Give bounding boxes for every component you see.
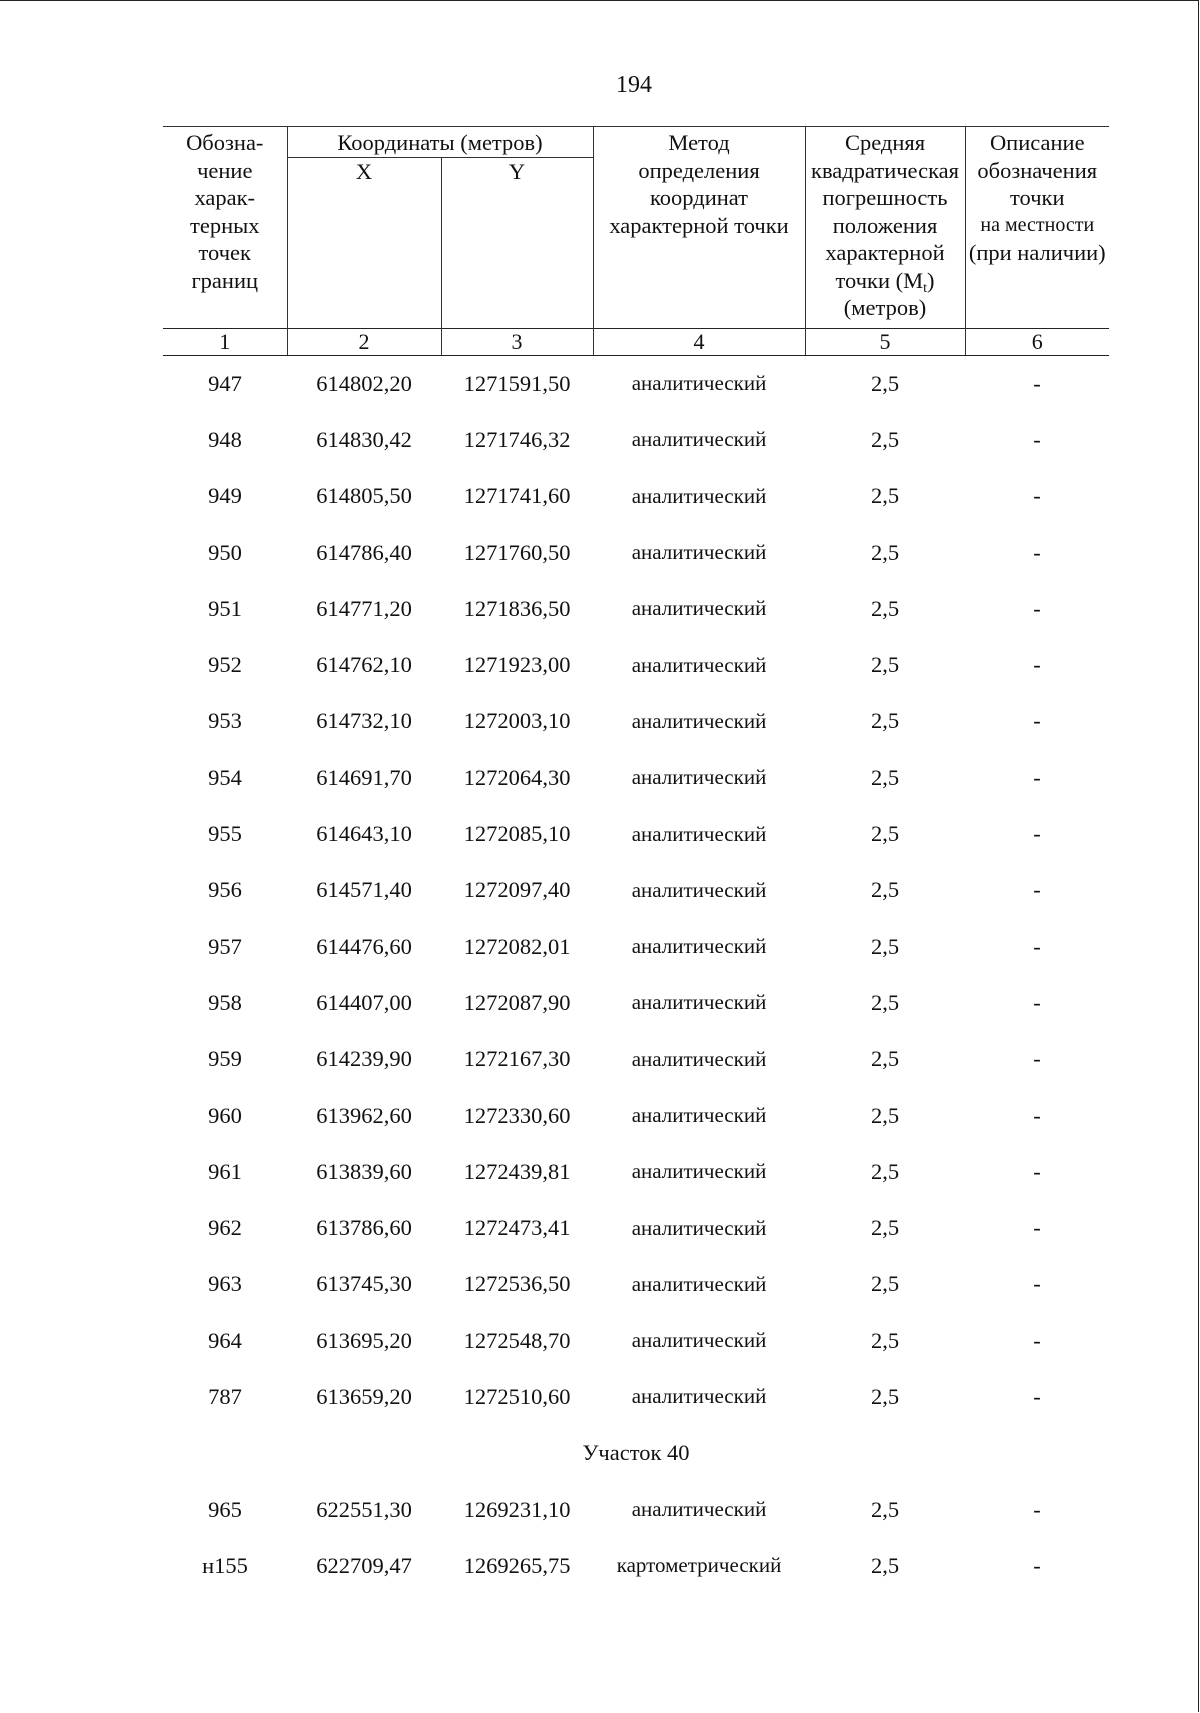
- error-cell: 2,5: [870, 1327, 900, 1353]
- header-coordinates-group: Координаты (метров): [287, 127, 593, 158]
- method-cell: аналитический: [631, 427, 767, 452]
- point-cell: 953: [208, 708, 242, 734]
- x-coordinate-cell: 614771,20: [316, 595, 412, 621]
- table-row: [163, 1087, 1109, 1143]
- y-coordinate-cell: 1269265,75: [463, 1552, 571, 1578]
- method-cell: аналитический: [631, 1046, 767, 1071]
- error-cell: 2,5: [870, 1158, 900, 1184]
- description-cell: -: [1033, 483, 1041, 509]
- point-cell: 958: [208, 989, 242, 1015]
- description-cell: -: [1033, 539, 1041, 565]
- x-coordinate-cell: 614732,10: [316, 708, 412, 734]
- table-row: [163, 806, 1109, 862]
- description-cell: -: [1033, 1102, 1041, 1128]
- table-row: [163, 637, 1109, 693]
- x-coordinate-cell: 614786,40: [316, 539, 412, 565]
- description-cell: -: [1033, 370, 1041, 396]
- y-coordinate-cell: 1271760,50: [463, 539, 571, 565]
- y-coordinate-cell: 1271741,60: [463, 483, 571, 509]
- description-cell: -: [1033, 1383, 1041, 1409]
- x-coordinate-cell: 614643,10: [316, 821, 412, 847]
- y-coordinate-cell: 1272548,70: [463, 1327, 571, 1353]
- x-coordinate-cell: 622551,30: [316, 1496, 412, 1522]
- error-cell: 2,5: [870, 821, 900, 847]
- x-coordinate-cell: 614476,60: [316, 933, 412, 959]
- x-coordinate-cell: 622709,47: [316, 1552, 412, 1578]
- x-coordinate-cell: 613962,60: [316, 1102, 412, 1128]
- point-cell: 952: [208, 652, 242, 678]
- method-cell: аналитический: [631, 877, 767, 902]
- method-cell: аналитический: [631, 1159, 767, 1184]
- table-row: [163, 1313, 1109, 1369]
- x-coordinate-cell: 613839,60: [316, 1158, 412, 1184]
- method-cell: аналитический: [631, 990, 767, 1015]
- method-cell: картометрический: [616, 1553, 782, 1578]
- y-coordinate-cell: 1272510,60: [463, 1383, 571, 1409]
- y-coordinate-cell: 1271591,50: [463, 370, 571, 396]
- description-cell: -: [1033, 1552, 1041, 1578]
- method-cell: аналитический: [631, 934, 767, 959]
- table-header: [163, 127, 1109, 356]
- x-coordinate-cell: 613745,30: [316, 1271, 412, 1297]
- table-row: [163, 581, 1109, 637]
- table-row: [163, 1200, 1109, 1256]
- header-y: Y: [441, 157, 593, 328]
- table-row: [163, 1481, 1109, 1537]
- point-cell: 959: [208, 1046, 242, 1072]
- y-coordinate-cell: 1271746,32: [463, 426, 571, 452]
- table-row: [163, 468, 1109, 524]
- method-cell: аналитический: [631, 371, 767, 396]
- x-coordinate-cell: 614691,70: [316, 764, 412, 790]
- error-cell: 2,5: [870, 1552, 900, 1578]
- column-number: 1: [163, 328, 287, 355]
- x-coordinate-cell: 613786,60: [316, 1215, 412, 1241]
- point-cell: 965: [208, 1496, 242, 1522]
- method-cell: аналитический: [631, 652, 767, 677]
- method-cell: аналитический: [631, 1328, 767, 1353]
- y-coordinate-cell: 1272003,10: [463, 708, 571, 734]
- description-cell: -: [1033, 652, 1041, 678]
- column-number: 6: [965, 328, 1109, 355]
- y-coordinate-cell: 1272064,30: [463, 764, 571, 790]
- description-cell: -: [1033, 1271, 1041, 1297]
- point-cell: 962: [208, 1215, 242, 1241]
- table-row: [163, 1538, 1109, 1594]
- method-cell: аналитический: [631, 708, 767, 733]
- table-row: [163, 412, 1109, 468]
- point-cell: 955: [208, 821, 242, 847]
- section-row: [163, 1425, 1109, 1481]
- error-cell: 2,5: [870, 483, 900, 509]
- point-cell: н155: [202, 1552, 248, 1578]
- error-cell: 2,5: [870, 1271, 900, 1297]
- y-coordinate-cell: 1272439,81: [463, 1158, 571, 1184]
- error-cell: 2,5: [870, 595, 900, 621]
- description-cell: -: [1033, 989, 1041, 1015]
- y-coordinate-cell: 1271836,50: [463, 595, 571, 621]
- error-cell: 2,5: [870, 933, 900, 959]
- column-number: 5: [805, 328, 965, 355]
- description-cell: -: [1033, 764, 1041, 790]
- point-cell: 956: [208, 877, 242, 903]
- error-cell: 2,5: [870, 1383, 900, 1409]
- error-cell: 2,5: [870, 1496, 900, 1522]
- error-cell: 2,5: [870, 1215, 900, 1241]
- description-cell: -: [1033, 1215, 1041, 1241]
- description-cell: -: [1033, 426, 1041, 452]
- x-coordinate-cell: 614805,50: [316, 483, 412, 509]
- y-coordinate-cell: 1272473,41: [463, 1215, 571, 1241]
- method-cell: аналитический: [631, 483, 767, 508]
- column-number: 3: [441, 328, 593, 355]
- error-cell: 2,5: [870, 989, 900, 1015]
- point-cell: 963: [208, 1271, 242, 1297]
- table-row: [163, 1144, 1109, 1200]
- point-cell: 948: [208, 426, 242, 452]
- header-method: Метод определения координат характерной точки: [593, 127, 805, 329]
- x-coordinate-cell: 614239,90: [316, 1046, 412, 1072]
- table-row: [163, 975, 1109, 1031]
- x-coordinate-cell: 613659,20: [316, 1383, 412, 1409]
- description-cell: -: [1033, 877, 1041, 903]
- column-number: 2: [287, 328, 441, 355]
- description-cell: -: [1033, 933, 1041, 959]
- point-cell: 954: [208, 764, 242, 790]
- y-coordinate-cell: 1272536,50: [463, 1271, 571, 1297]
- description-cell: -: [1033, 1158, 1041, 1184]
- table-row: [163, 918, 1109, 974]
- point-cell: 957: [208, 933, 242, 959]
- method-cell: аналитический: [631, 765, 767, 790]
- method-cell: аналитический: [631, 1497, 767, 1522]
- point-cell: 951: [208, 595, 242, 621]
- y-coordinate-cell: 1272330,60: [463, 1102, 571, 1128]
- y-coordinate-cell: 1272097,40: [463, 877, 571, 903]
- method-cell: аналитический: [631, 596, 767, 621]
- method-cell: аналитический: [631, 1271, 767, 1296]
- x-coordinate-cell: 614830,42: [316, 426, 412, 452]
- table-row: [163, 524, 1109, 580]
- y-coordinate-cell: 1272167,30: [463, 1046, 571, 1072]
- description-cell: -: [1033, 708, 1041, 734]
- error-cell: 2,5: [870, 1102, 900, 1128]
- error-cell: 2,5: [870, 877, 900, 903]
- x-coordinate-cell: 613695,20: [316, 1327, 412, 1353]
- description-cell: -: [1033, 1496, 1041, 1522]
- error-cell: 2,5: [870, 708, 900, 734]
- page-number: 194: [616, 72, 652, 98]
- table-row: [163, 355, 1109, 412]
- x-coordinate-cell: 614802,20: [316, 370, 412, 396]
- method-cell: аналитический: [631, 540, 767, 565]
- method-cell: аналитический: [631, 1215, 767, 1240]
- method-cell: аналитический: [631, 1103, 767, 1127]
- header-point-designation: Обозна- чение харак- терных точек границ: [163, 127, 287, 329]
- description-cell: -: [1033, 821, 1041, 847]
- error-cell: 2,5: [870, 426, 900, 452]
- table-row: [163, 750, 1109, 806]
- x-coordinate-cell: 614407,00: [316, 989, 412, 1015]
- error-cell: 2,5: [870, 764, 900, 790]
- table-row: [163, 1369, 1109, 1425]
- point-cell: 961: [208, 1158, 242, 1184]
- boundary-points-table: [163, 126, 1109, 1594]
- point-cell: 949: [208, 483, 242, 509]
- header-x: X: [287, 157, 441, 328]
- point-cell: 964: [208, 1327, 242, 1353]
- point-cell: 787: [208, 1383, 242, 1409]
- table-row: [163, 1256, 1109, 1312]
- description-cell: -: [1033, 595, 1041, 621]
- description-cell: -: [1033, 1327, 1041, 1353]
- table-row: [163, 1031, 1109, 1087]
- y-coordinate-cell: 1272087,90: [463, 989, 571, 1015]
- error-cell: 2,5: [870, 652, 900, 678]
- point-cell: 950: [208, 539, 242, 565]
- y-coordinate-cell: 1272085,10: [463, 821, 571, 847]
- header-description: Описание обозначения точки на местности (при наличии): [965, 127, 1109, 329]
- x-coordinate-cell: 614762,10: [316, 652, 412, 678]
- y-coordinate-cell: 1269231,10: [463, 1496, 571, 1522]
- table-row: [163, 862, 1109, 918]
- method-cell: аналитический: [631, 821, 767, 846]
- y-coordinate-cell: 1271923,00: [463, 652, 571, 678]
- point-cell: 947: [208, 370, 242, 396]
- description-cell: -: [1033, 1046, 1041, 1072]
- error-cell: 2,5: [870, 1046, 900, 1072]
- method-cell: аналитический: [631, 1384, 767, 1409]
- section-label: Участок 40: [582, 1440, 690, 1466]
- column-numbers-row: [163, 328, 1109, 355]
- error-cell: 2,5: [870, 370, 900, 396]
- table-row: [163, 693, 1109, 749]
- column-number: 4: [593, 328, 805, 355]
- y-coordinate-cell: 1272082,01: [463, 933, 571, 959]
- error-cell: 2,5: [870, 539, 900, 565]
- x-coordinate-cell: 614571,40: [316, 877, 412, 903]
- header-mean-square-error: Средняя квадратическая погрешность положения характерной точки $(M_t)$ (метров): [805, 127, 965, 329]
- point-cell: 960: [208, 1102, 242, 1128]
- table-body: [163, 355, 1109, 1594]
